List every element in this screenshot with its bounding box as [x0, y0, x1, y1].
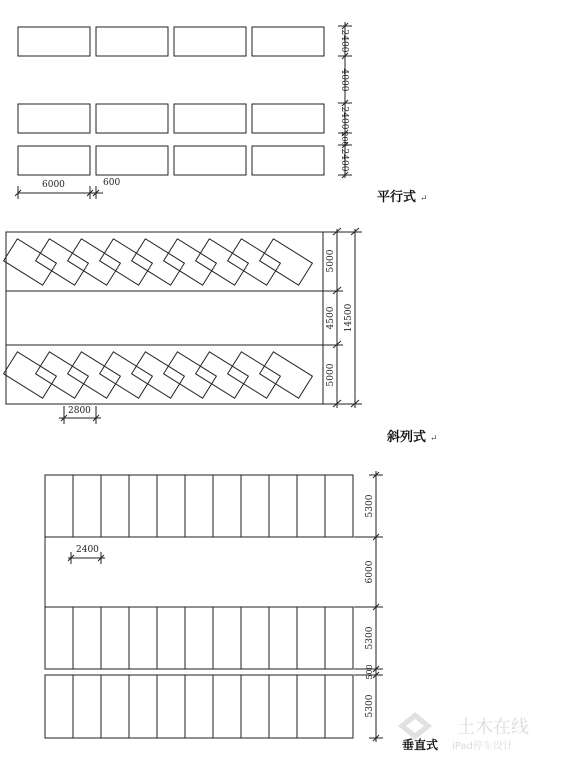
oblique-stall	[228, 352, 281, 398]
parallel-stall	[96, 146, 168, 175]
perpendicular-stall	[157, 475, 185, 537]
perpendicular-stall	[213, 607, 241, 669]
perpendicular-stall	[269, 475, 297, 537]
oblique-stall	[4, 352, 57, 398]
perpendicular-stall	[269, 607, 297, 669]
perpendicular-stall	[129, 675, 157, 738]
parallel-stall	[18, 146, 90, 175]
oblique-caption: 斜列式	[387, 430, 427, 445]
oblique-stall	[164, 239, 217, 285]
oblique-stall	[260, 352, 313, 398]
perpendicular-row1-label: 5300	[365, 494, 375, 518]
oblique-section	[4, 228, 362, 424]
perpendicular-stall	[73, 675, 101, 738]
perpendicular-stall	[325, 675, 353, 738]
perpendicular-stall	[325, 607, 353, 669]
perpendicular-stall	[45, 475, 73, 537]
perpendicular-stall	[73, 475, 101, 537]
oblique-width-label: 2800	[68, 406, 91, 416]
oblique-stall	[36, 352, 89, 398]
parallel-row2-label: 2400	[339, 106, 349, 130]
oblique-stall	[132, 352, 185, 398]
perpendicular-row2-label: 5300	[365, 626, 375, 650]
parallel-stall	[18, 27, 90, 56]
oblique-stall	[196, 239, 249, 285]
parallel-width-label: 6000	[42, 180, 65, 190]
perpendicular-stall	[269, 675, 297, 738]
perpendicular-stall	[241, 675, 269, 738]
perpendicular-stall	[157, 675, 185, 738]
oblique-total-label: 14500	[344, 303, 354, 333]
parallel-aisle-label: 4000	[339, 68, 349, 92]
oblique-stall	[36, 239, 89, 285]
parallel-row1-label: 2400	[339, 29, 349, 53]
oblique-stall	[228, 239, 281, 285]
perpendicular-mid-label: 500	[365, 664, 374, 680]
paragraph-mark-icon: ↵	[430, 434, 438, 444]
perpendicular-stall	[241, 475, 269, 537]
perpendicular-stall	[185, 607, 213, 669]
oblique-aisle-label: 4500	[326, 306, 336, 330]
oblique-stall	[100, 239, 153, 285]
oblique-stall	[68, 352, 121, 398]
parallel-gap-label: 600	[103, 178, 121, 188]
paragraph-mark-icon: ↵	[420, 194, 428, 204]
parallel-mid-label: 200	[340, 131, 349, 147]
perpendicular-aisle-label: 6000	[365, 560, 375, 584]
watermark-sub: iPad停车设计	[452, 741, 513, 752]
perpendicular-stall	[185, 475, 213, 537]
oblique-stalls-top	[4, 239, 313, 285]
watermark-brand: 土木在线	[457, 717, 529, 738]
perpendicular-stall	[129, 607, 157, 669]
parallel-stall	[174, 104, 246, 133]
perpendicular-stalls	[45, 475, 353, 738]
perpendicular-stall	[325, 475, 353, 537]
oblique-stalls-bottom	[4, 352, 313, 398]
perpendicular-stall	[101, 607, 129, 669]
perpendicular-caption: 垂直式	[402, 738, 439, 752]
oblique-stall	[68, 239, 121, 285]
oblique-outline	[6, 232, 323, 404]
parallel-stall	[174, 146, 246, 175]
oblique-stall	[4, 239, 57, 285]
perpendicular-stall	[241, 607, 269, 669]
perpendicular-stall	[185, 675, 213, 738]
perpendicular-stall	[45, 675, 73, 738]
parallel-stalls	[18, 27, 324, 175]
perpendicular-stall	[297, 607, 325, 669]
watermark-logo-icon	[398, 712, 432, 740]
parallel-stall	[252, 27, 324, 56]
oblique-stall	[132, 239, 185, 285]
perpendicular-stall	[101, 475, 129, 537]
parallel-stall	[96, 27, 168, 56]
parallel-stall	[96, 104, 168, 133]
oblique-stall	[260, 239, 313, 285]
oblique-stall	[164, 352, 217, 398]
parallel-row3-label: 2400	[339, 148, 349, 172]
oblique-stall	[196, 352, 249, 398]
perpendicular-stall	[157, 607, 185, 669]
perpendicular-stall	[101, 675, 129, 738]
parallel-section	[15, 22, 352, 199]
parallel-stall	[18, 104, 90, 133]
perpendicular-stall	[297, 675, 325, 738]
oblique-stall	[100, 352, 153, 398]
perpendicular-stall	[45, 607, 73, 669]
oblique-top-label: 5000	[326, 249, 336, 273]
perpendicular-row3-label: 5300	[365, 694, 375, 718]
perpendicular-stall	[73, 607, 101, 669]
parallel-stall	[252, 104, 324, 133]
perpendicular-width-label: 2400	[76, 545, 99, 555]
perpendicular-stall	[213, 475, 241, 537]
parallel-stall	[252, 146, 324, 175]
perpendicular-stall	[297, 475, 325, 537]
parallel-stall	[174, 27, 246, 56]
perpendicular-stall	[213, 675, 241, 738]
perpendicular-section	[45, 471, 383, 742]
parallel-caption: 平行式	[377, 190, 417, 205]
oblique-bottom-label: 5000	[326, 363, 336, 387]
perpendicular-stall	[129, 475, 157, 537]
